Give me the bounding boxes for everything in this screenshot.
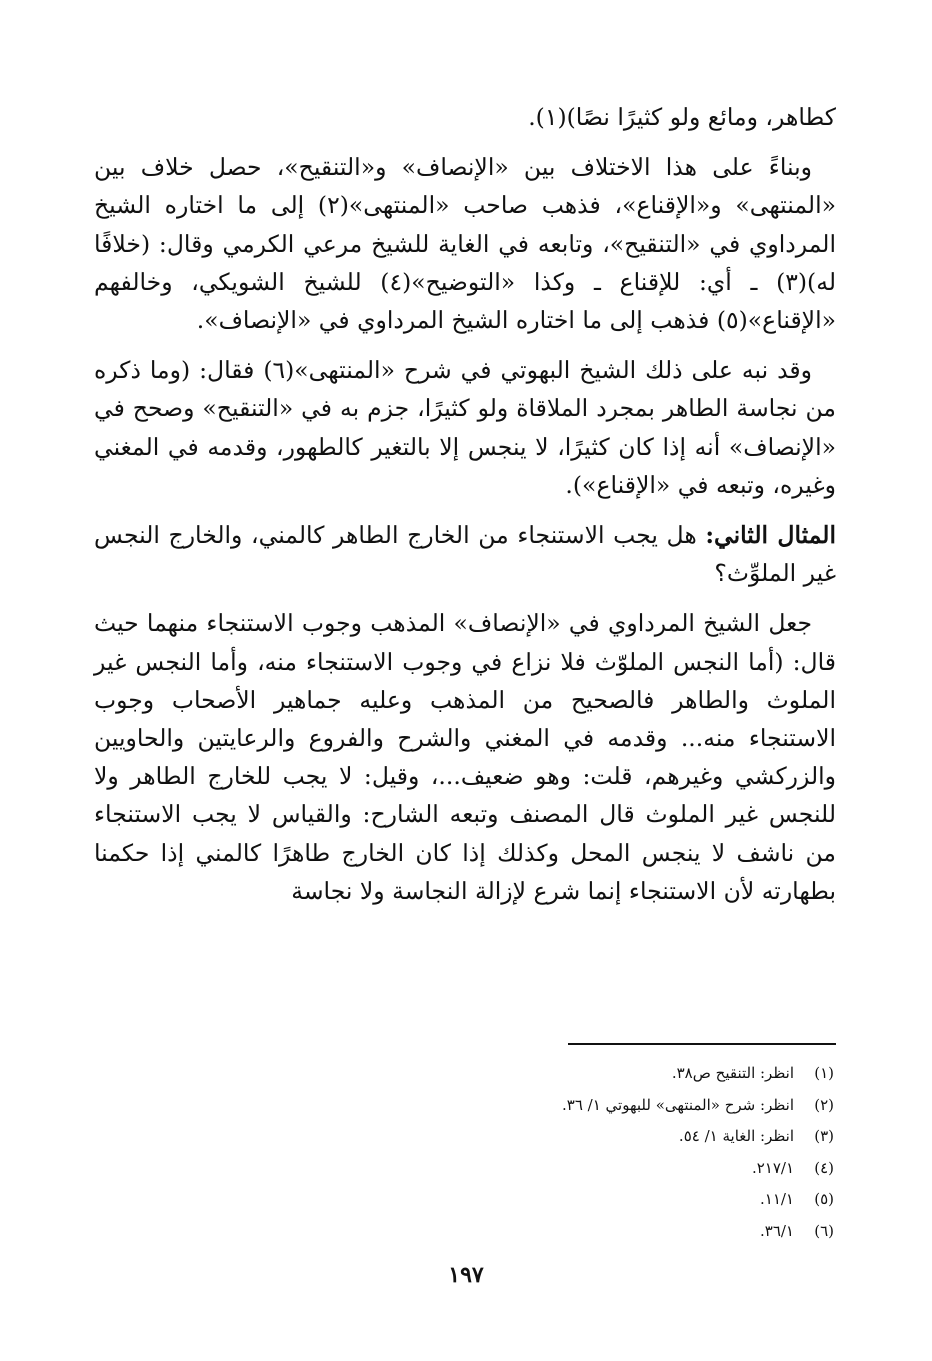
footnote-item	[234, 1058, 834, 1090]
example-question: هل يجب الاستنجاء من الخارج الطاهر كالمني، والخارج النجس غير الملوِّث؟	[94, 521, 836, 588]
footnote-item	[234, 1090, 834, 1122]
page-number: ١٩٧	[448, 1262, 484, 1288]
footnote-text: ١١/١.	[759, 1190, 794, 1208]
footnote-item	[234, 1153, 834, 1185]
paragraph-5: جعل الشيخ المرداوي في «الإنصاف» المذهب وجوب الاستنجاء منهما حيث قال: (أما النجس الملوّث فلا نزاع في وجوب الاستنجاء منه، وأما النجس غير الملوث والطاهر فالصحيح من المذهب وعليه جماهير الأصحاب وجوب الاستنجاء منه... وقدمه في المغني والشرح والفروع والرعايتين والحاويين والزركشي وغيرهم، قلت: وهو ضعيف...، وقيل: لا يجب للخارج الطاهر ولا للنجس غير الملوث قال المصنف وتبعه الشارح: والقياس لا يجب الاستنجاء من ناشف لا ينجس المحل وكذلك إذا كان الخارج طاهرًا كالمني إذا حكمنا بطهارته لأن الاستنجاء إنما شرع لإزالة النجاسة ولا نجاسة	[94, 609, 836, 905]
main-text	[94, 98, 836, 922]
footnote-text: ٢١٧/١.	[751, 1158, 794, 1177]
footnote-text: انظر: الغاية ١/ ٥٤.	[678, 1127, 794, 1145]
footnote-text: انظر: شرح «المنتهى» للبهوتي ١/ ٣٦.	[561, 1095, 794, 1114]
footnote-item	[234, 1184, 834, 1216]
footnote-item	[234, 1216, 834, 1248]
paragraph-3: وقد نبه على ذلك الشيخ البهوتي في شرح «المنتهى»(٦) فقال: (وما ذكره من نجاسة الطاهر بمجرد الملاقاة ولو كثيرًا، جزم به في «التنقيح» وصحح في «الإنصاف» أنه إذا كان كثيرًا، لا ينجس إلا بالتغير كالطهور، وقدمه في المغني وغيره، وتبعه في «الإقناع»).	[94, 356, 836, 499]
paragraph-1: كطاهر، ومائع ولو كثيرًا نصًا)(١).	[528, 103, 836, 131]
footnotes	[234, 1058, 834, 1247]
footnote-number: (٤)	[814, 1158, 834, 1177]
paragraph-2: وبناءً على هذا الاختلاف بين «الإنصاف» و«التنقيح»، حصل خلاف بين «المنتهى» و«الإقناع»، فذهب صاحب «المنتهى»(٢) إلى ما اختاره الشيخ المرداوي في «التنقيح»، وتابعه في الغاية للشيخ مرعي الكرمي وقال: (خلافًا له)(٣) ـ أي: للإقناع ـ وكذا «التوضيح»(٤) للشيخ الشويكي، وخالفهم «الإقناع»(٥) فذهب إلى ما اختاره الشيخ المرداوي في «الإنصاف».	[94, 153, 836, 335]
footnote-number: (٦)	[814, 1221, 834, 1240]
footnote-text: ٣٦/١.	[759, 1221, 794, 1240]
footnote-number: (٥)	[814, 1190, 834, 1208]
footnote-number: (٣)	[814, 1127, 834, 1145]
example-heading: المثال الثاني:	[705, 521, 836, 550]
footnote-text: انظر: التنقيح ص٣٨.	[671, 1064, 794, 1082]
footnote-number: (٢)	[814, 1095, 834, 1114]
footnote-item	[234, 1121, 834, 1153]
footnote-number: (١)	[814, 1064, 834, 1082]
paragraph-4	[94, 516, 836, 592]
footnote-separator	[568, 1043, 836, 1045]
